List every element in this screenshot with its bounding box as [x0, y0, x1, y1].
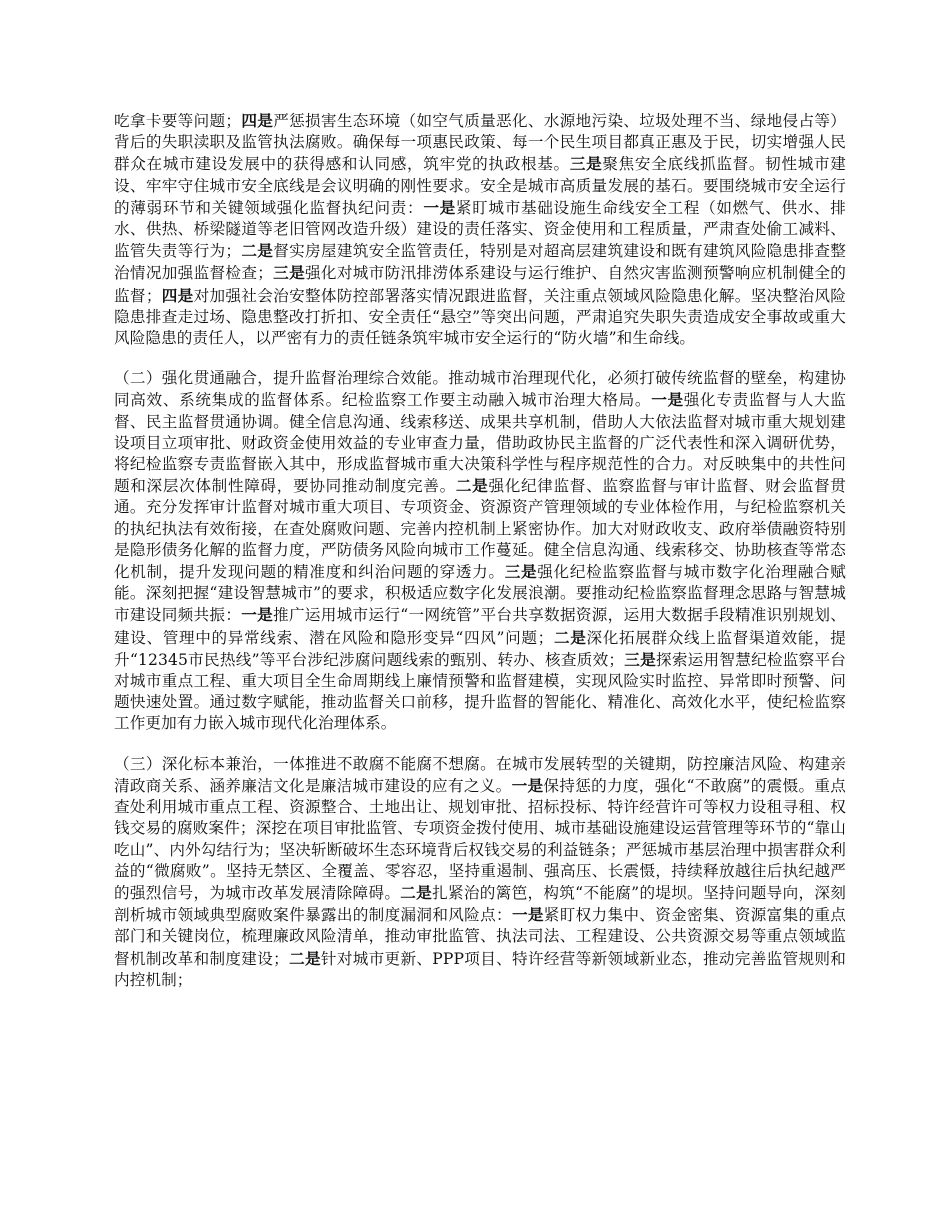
text-run: 紧盯权力集中、资金密集、资源富集的重点部门和关键岗位，梳理廉政风险清单，推动审批监管、执法司法、工程建设、公共资源交易等重点领域监督机制改革和制度建设； — [114, 906, 846, 968]
enumeration-marker: 一是 — [423, 197, 456, 217]
text-run: 强化纪律监督、监察监督与审计监督、财会监督贯通。充分发挥审计监督对城市重大项目、专项资金、资源资产管理领域的专业体检作用，与纪检监察机关的执纪执法有效衔接，在查处腐败问题、完善内控机制上紧密协作。加大对财政收支、政府举债融资特别是隐形债务化解的监督力度，严防债务风险向城市工作蔓延。健全信息沟通、线索移交、协助核查等常态化机制，提升发现问题的精准度和纠治问题的穿透力。 — [114, 477, 846, 582]
enumeration-marker: 二是 — [553, 627, 587, 647]
enumeration-marker: 四是 — [241, 111, 274, 130]
text-run: 推广运用城市运行“一网统管”平台共享数据资源，运用大数据手段精准识别规划、建设、管理中的异常线索、潜在风险和隐形变异“四风”问题； — [114, 606, 846, 647]
enumeration-marker: 一是 — [651, 390, 684, 410]
text-run: （二）强化贯通融合，提升监督治理综合效能。推动城市治理现代化，必须打破传统监督的壁垒，构建协同高效、系统集成的监督体系。纪检监察工作要主动融入城市治理大格局。 — [114, 369, 846, 410]
text-run: 紧盯城市基础设施生命线安全工程（如燃气、供水、排水、供热、桥梁隧道等老旧管网改造升级）建设的责任落实、资金使用和工程质量，严肃查处偷工减料、监管失责等行为； — [114, 198, 846, 261]
text-run: 强化专责监督与人大监督、民主监督贯通协调。健全信息沟通、线索移送、成果共享机制，借助人大依法监督对城市重大规划建设项目立项审批、财政资金使用效益的专业审查力量，借助政协民主监督的广泛代表性和深入调研优势，将纪检监察专责监督嵌入其中，形成监督城市重大决策科学性与程序规范性的合力。对反映集中的共性问题和深层次体制性障碍，要协同推动制度完善。 — [114, 391, 846, 496]
text-run: （三）深化标本兼治，一体推进不敢腐不能腐不想腐。在城市发展转型的关键期，防控廉洁风险、构建亲清政商关系、涵养廉洁文化是廉洁城市建设的应有之义。 — [114, 754, 846, 795]
enumeration-marker: 二是 — [455, 476, 489, 496]
text-run: 强化对城市防汛排涝体系建设与运行维护、自然灾害监测预警响应机制健全的监督； — [114, 264, 846, 305]
paragraph-safety-supervision — [114, 110, 846, 349]
text-run: 聚焦安全底线抓监督。韧性城市建设、牢牢守住城市安全底线是会议明确的刚性要求。安全是城市高质量发展的基石。要围绕城市安全运行的薄弱环节和关键领域强化监督执纪问责： — [114, 155, 846, 217]
document-page — [114, 110, 846, 1010]
text-run: 强化纪检监察监督与城市数字化治理融合赋能。深刻把握“建设智慧城市”的要求，积极适应数字化发展浪潮。要推动纪检监察监督理念思路与智慧城市建设同频共振： — [114, 563, 847, 625]
enumeration-marker: 二是 — [241, 241, 274, 261]
enumeration-marker: 一是 — [511, 775, 544, 795]
text-run: 扎紧治的篱笆，构筑“不能腐”的堤坝。坚持问题导向，深刻剖析城市领域典型腐败案件暴露出的制度漏洞和风险点： — [114, 883, 846, 925]
text-run: 保持惩的力度，强化“不敢腐”的震慑。重点查处利用城市重点工程、资源整合、土地出让、规划审批、招标投标、特许经营许可等权力设租寻租、权钱交易的腐败案件；深挖在项目审批监管、专项资金拨付使用、城市基础设施建设运营管理等环节的“靠山吃山”、内外勾结行为；坚决斩断破坏生态环境背后权钱交易的利益链条；严惩城市基层治理中损害群众利益的“微腐败”。坚持无禁区、全覆盖、零容忍，坚持重遏制、强高压、长震慑，持续释放越往后执纪越严的强烈信号，为城市改革发展清除障碍。 — [114, 776, 846, 902]
paragraph-integrated-supervision — [114, 368, 846, 734]
enumeration-marker: 二是 — [400, 882, 433, 902]
text-run: 对加强社会治安整体防控部署落实情况跟进监督，关注重点领域风险隐患化解。坚决整治风险隐患排查走过场、隐患整改打折扣、安全责任“悬空”等突出问题，严肃追究失职失责造成安全事故或重大风险隐患的责任人，以严密有力的责任链条筑牢城市安全运行的“防火墙”和生命线。 — [114, 286, 846, 348]
enumeration-marker: 二是 — [288, 948, 321, 968]
enumeration-marker: 三是 — [624, 649, 656, 669]
enumeration-marker: 三是 — [504, 562, 538, 582]
text-run: 吃拿卡要等问题； — [114, 112, 242, 130]
enumeration-marker: 三是 — [272, 263, 306, 283]
enumeration-marker: 一是 — [511, 905, 544, 925]
paragraph-root-and-branch — [114, 754, 846, 991]
enumeration-marker: 一是 — [241, 605, 274, 625]
text-run: 严惩损害生态环境（如空气质量恶化、水源地污染、垃圾处理不当、绿地侵占等）背后的失职渎职及监管执法腐败。确保每一项惠民政策、每一个民生项目都真正惠及于民，切实增强人民群众在城市建设发展中的获得感和认同感，筑牢党的执政根基。 — [114, 112, 846, 174]
enumeration-marker: 三是 — [569, 154, 603, 174]
text-run: 针对城市更新、PPP项目、特许经营等新领域新业态，推动完善监管规则和内控机制； — [114, 949, 847, 989]
enumeration-marker: 四是 — [161, 285, 194, 305]
text-run: 深化拓展群众线上监督渠道效能，提升“12345市民热线”等平台涉纪涉腐问题线索的甄别、转办、核查质效； — [114, 628, 846, 669]
text-run: 探索运用智慧纪检监察平台对城市重点工程、重大项目全生命周期线上廉情预警和监督建模，实现风险实时监控、异常即时预警、问题快速处置。通过数字赋能，推动监督关口前移，提升监督的智能化、精准化、高效化水平，使纪检监察工作更加有力嵌入城市现代化治理体系。 — [114, 650, 846, 733]
text-run: 督实房屋建筑安全监管责任，特别是对超高层建筑建设和既有建筑风险隐患排查整治情况加强监督检查； — [114, 242, 846, 283]
